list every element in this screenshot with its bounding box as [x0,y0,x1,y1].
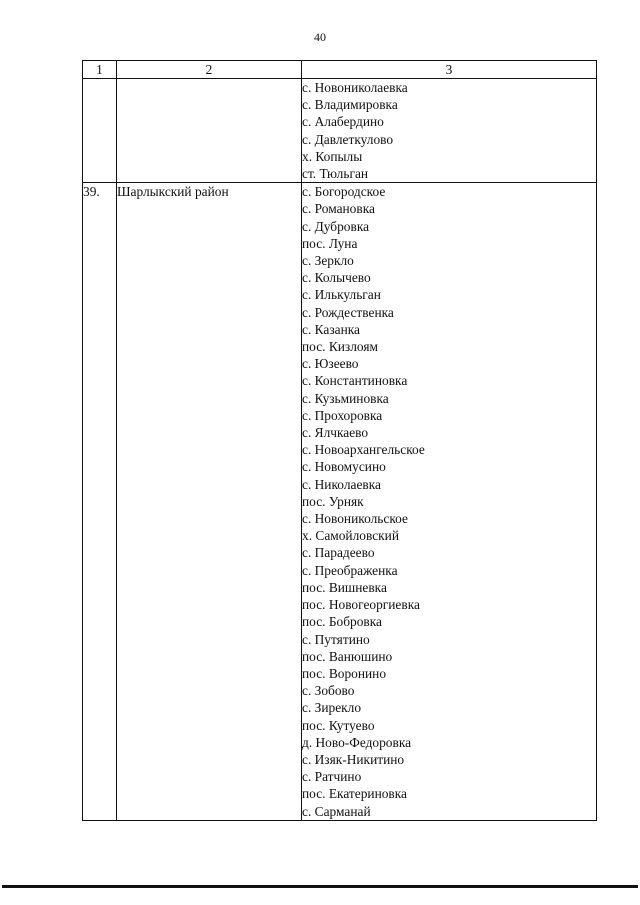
settlement-item: пос. Луна [302,235,358,251]
settlement-item: с. Богородское [302,184,386,200]
settlement-item: с. Колычево [302,270,371,286]
settlement-item: с. Дубровка [302,218,370,234]
settlement-item: с. Новониколаевка [302,80,408,95]
settlement-item: с. Изяк-Никитино [302,751,405,767]
row-number [83,79,117,183]
settlement-item: с. Романовка [302,201,375,217]
settlement-item: с. Новоархангельское [302,442,425,458]
settlements-table [82,60,597,821]
settlement-item: с. Новомусино [302,459,386,475]
settlement-item: с. Зирекло [302,700,362,716]
settlement-item: пос. Ванюшино [302,648,393,664]
settlement-item: с. Давлеткулово [302,131,394,147]
settlement-item: д. Ново-Федоровка [302,734,412,750]
table-header-row [83,61,597,79]
settlement-item: с. Илькульган [302,287,381,303]
settlement-item: х. Копылы [302,148,363,164]
column-header-number: 1 [83,61,117,79]
settlement-item: пос. Екатериновка [302,786,407,802]
settlement-item: с. Сарманай [302,803,371,819]
column-header-settlements: 3 [302,61,597,79]
settlement-list [302,79,597,183]
footer-rule [2,885,638,888]
settlement-item: с. Алабердино [302,114,384,130]
settlement-item: с. Юзеево [302,356,359,372]
row-number: 39. [83,183,117,821]
district-name [117,79,302,183]
settlement-item: с. Зеркло [302,253,354,269]
settlement-item: пос. Бобровка [302,614,382,630]
district-name: Шарлыкский район [117,183,302,821]
settlement-item: с. Путятино [302,631,370,647]
settlement-item: пос. Кутуево [302,717,375,733]
settlement-item: х. Самойловский [302,528,400,544]
settlement-item: с. Новоникольское [302,511,408,527]
settlement-item: пос. Воронино [302,665,387,681]
settlement-item: с. Константиновка [302,373,408,389]
settlement-item: ст. Тюльган [302,166,369,182]
settlement-item: с. Прохоровка [302,407,383,423]
settlement-item: пос. Вишневка [302,579,387,595]
page-number: 40 [314,30,326,44]
settlement-item: с. Владимировка [302,97,398,113]
settlement-item: с. Парадеево [302,545,375,561]
table-row [83,79,597,183]
settlement-item: с. Преображенка [302,562,398,578]
settlement-item: с. Ратчино [302,769,362,785]
settlement-item: пос. Кизлоям [302,339,378,355]
settlement-list [302,183,597,821]
settlement-item: с. Николаевка [302,476,381,492]
settlement-item: с. Казанка [302,321,360,337]
settlement-item: с. Ялчкаево [302,425,369,441]
table-row [83,183,597,821]
settlement-item: пос. Новогеоргиевка [302,597,420,613]
settlement-item: с. Рождественка [302,304,394,320]
settlement-item: пос. Урняк [302,493,364,509]
settlement-item: с. Зобово [302,683,355,699]
column-header-district: 2 [117,61,302,79]
settlement-item: с. Кузьминовка [302,390,389,406]
